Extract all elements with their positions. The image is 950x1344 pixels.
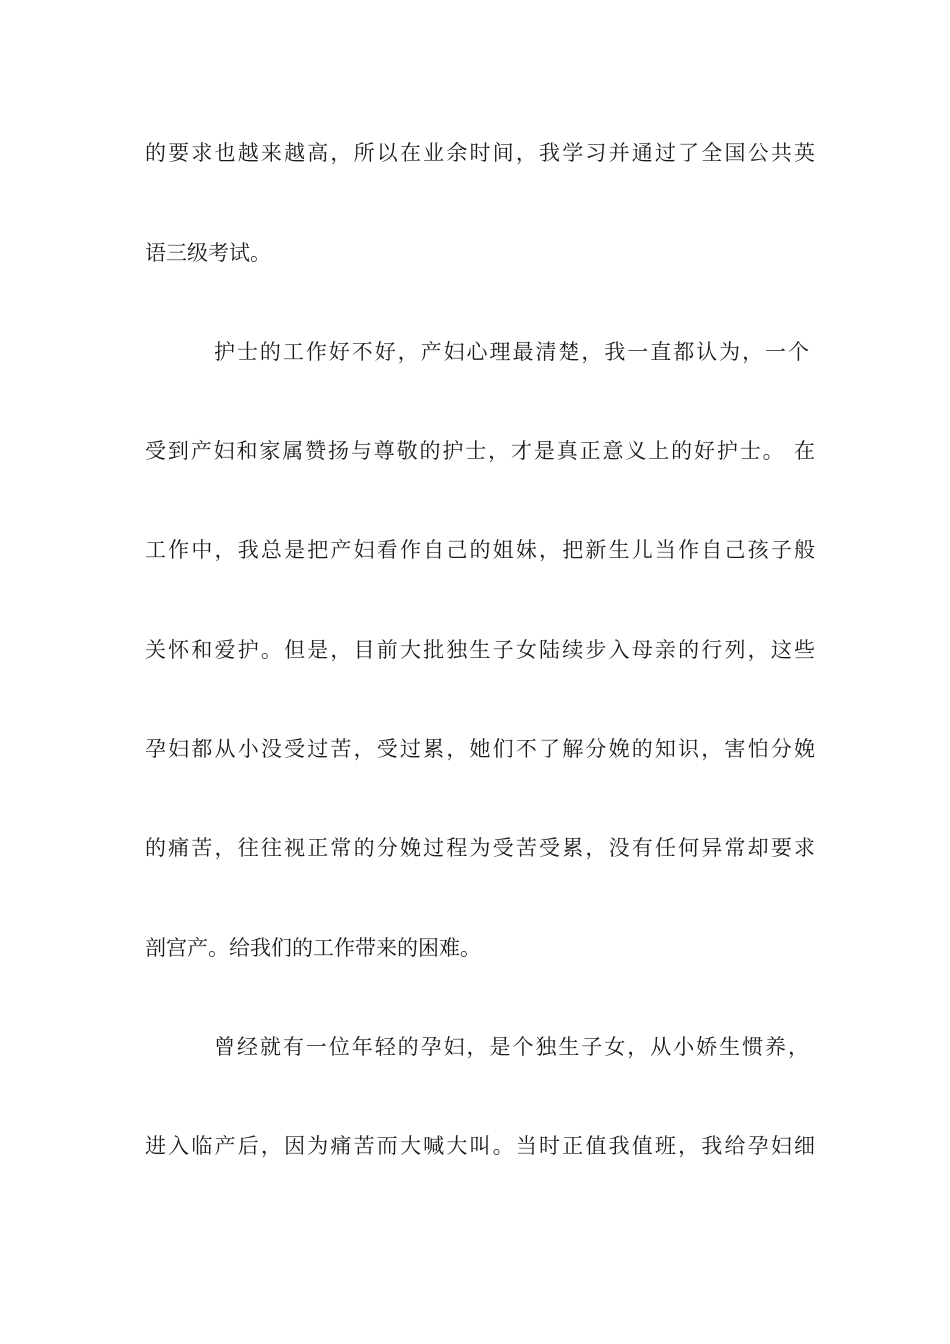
text-line: 的痛苦，往往视正常的分娩过程为受苦受累，没有任何异常却要求	[145, 836, 815, 860]
paragraph-first-line: 曾经就有一位年轻的孕妇，是个独生子女，从小娇生惯养，	[214, 1035, 809, 1059]
text-line: 受到产妇和家属赞扬与尊敬的护士，才是真正意义上的好护士。 在	[145, 439, 815, 463]
text-line: 剖宫产。给我们的工作带来的困难。	[145, 936, 481, 960]
text-line: 工作中，我总是把产妇看作自己的姐妹，把新生儿当作自己孩子般	[145, 538, 815, 562]
text-line: 语三级考试。	[145, 241, 271, 265]
text-line: 的要求也越来越高，所以在业余时间，我学习并通过了全国公共英	[145, 141, 815, 165]
paragraph-first-line: 护士的工作好不好，产妇心理最清楚，我一直都认为，一个	[214, 340, 809, 364]
text-line: 孕妇都从小没受过苦，受过累，她们不了解分娩的知识，害怕分娩	[145, 737, 815, 761]
text-line: 关怀和爱护。但是，目前大批独生子女陆续步入母亲的行列，这些	[145, 638, 815, 662]
text-line: 进入临产后，因为痛苦而大喊大叫。当时正值我值班，我给孕妇细	[145, 1134, 815, 1158]
